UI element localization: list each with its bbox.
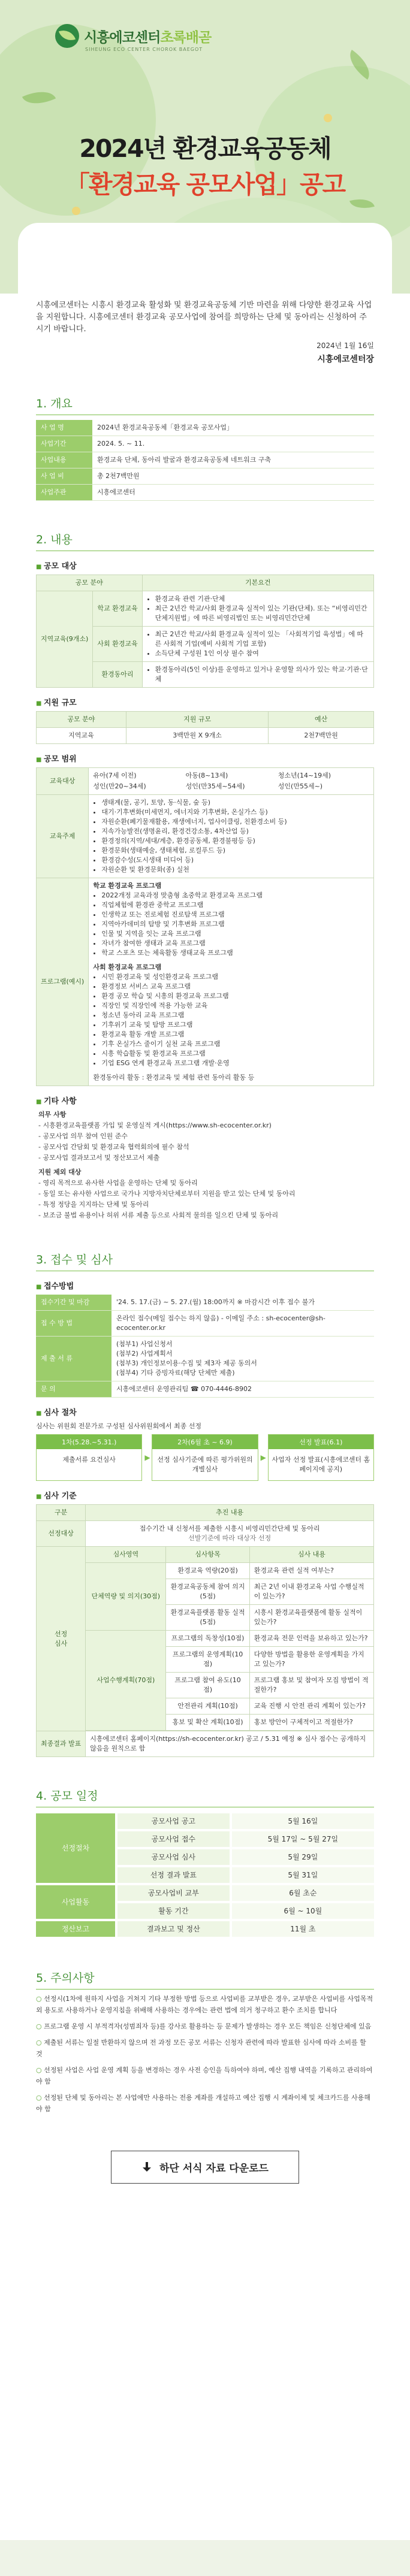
criteria-item: • 환경교육 관련 기관·단체: [155, 594, 369, 604]
logo-name: 시흥에코센터: [84, 29, 161, 46]
apply-value: (첨부1) 사업신청서 (첨부2) 사업계획서 (첨부3) 개인정보이용·수집 및 제3자 제공 동의서 (첨부4) 기타 증빙자료(해당 단체만 제출): [111, 1337, 374, 1381]
announcement-org: 시흥에코센터장: [317, 355, 374, 364]
program-item: • 환경교육 활동 개발 프로그램: [101, 1030, 369, 1039]
section-overview-title: 1. 개요: [36, 395, 374, 415]
criteria-cell: [142, 591, 373, 627]
budget-field: 지역교육: [37, 728, 126, 744]
criteria-final-text: 시흥에코센터 홈페이지(https://sh-ecocenter.or.kr) 공고 / 5.31 예정 ※ 심사 점수는 공개하지 않음을 원칙으로 함: [86, 1731, 374, 1757]
list-item: - 공모사업 의무 참여 인원 준수: [38, 1132, 128, 1140]
program-item: • 기업 ESG 연계 환경교육 프로그램 개발·운영: [101, 1059, 369, 1068]
notice-item: ○ 선정된 단체 및 동아리는 본 사업에만 사용하는 전용 계좌를 개설하고 예산 집행 시 계좌이체 및 체크카드를 사용해야 함: [36, 2092, 374, 2115]
overview-table: [36, 420, 374, 501]
page-subtitle-text: 「환경교육 공모사업」공고: [65, 170, 345, 199]
table-row: [36, 436, 374, 452]
schedule-table: [36, 1813, 374, 1939]
list-item: - 동일 또는 유사한 사업으로 국가나 지방자치단체로부터 지원을 받고 있는 단체 및 동아리: [38, 1190, 296, 1198]
table-row: [37, 1731, 374, 1757]
program-item: • 시민 환경교육 및 성인환경교육 프로그램: [101, 972, 369, 982]
table-row: [36, 468, 374, 485]
step-desc: 제출서류 요건심사: [62, 1456, 116, 1464]
apply-value: 온라인 접수(메일 접수는 하지 않음) - 이메일 주소 : sh-ecocenter@sh-ecocenter.or.kr: [111, 1311, 374, 1337]
schedule-group: 사업활동: [36, 1884, 116, 1920]
section-notice-title: 5. 주의사항: [36, 1969, 374, 1990]
download-area: [36, 2151, 374, 2184]
notice-list: [36, 1993, 374, 2115]
audience-item: 성인(만35세~54세): [185, 782, 245, 790]
criteria-desc: 최근 2년 이내 환경교육 사업 수행실적이 있는가?: [249, 1579, 373, 1605]
schedule-item: 공모사업 심사: [116, 1848, 231, 1866]
schedule-date: 11월 초: [231, 1920, 374, 1938]
criteria-label: 최종결과 발표: [37, 1731, 86, 1757]
list-item: 의무 사항: [38, 1111, 67, 1118]
program-item: • 환경 공모 학습 및 시흥의 환경교육 프로그램: [101, 991, 369, 1001]
criteria-item: 프로그램의 운영계획(10점): [166, 1647, 249, 1673]
criteria-item: • 최근 2년간 학교/사회 환경교육 실적이 있는 기관(단체). 또는 “비영리민간단체지원법」에 따른 비영리법인 또는 비영리민간단체: [155, 604, 369, 623]
review-step: [152, 1434, 258, 1481]
apply-label: 제 출 서 류: [36, 1337, 111, 1381]
announcement-date: 2024년 1월 16일: [316, 341, 374, 350]
other-list: [36, 1109, 374, 1221]
table-row: [36, 1813, 374, 1830]
criteria-area: 단체역량 및 의지(30점): [86, 1563, 166, 1631]
review-subtitle: ■ 심사 절차: [36, 1406, 374, 1417]
apply-value: 시흥에코센터 운영관리팀 ☎ 070-4446-8902: [111, 1381, 374, 1398]
criteria-desc: 시흥시 환경교육플랫폼에 활동 실적이 있는가?: [249, 1605, 373, 1631]
schedule-date: 5월 29일: [231, 1848, 374, 1866]
program-item: • 직장인 및 직장인에 적용 가능한 교육: [101, 1001, 369, 1011]
download-label: 하단 서식 자료 다운로드: [159, 2163, 269, 2175]
type-cell: 학교 환경교육: [93, 591, 142, 627]
section-schedule-title: 4. 공모 일정: [36, 1787, 374, 1807]
apply-value: '24. 5. 17.(금) ~ 5. 27.(월) 18:00까지 ※ 마감시간 이후 접수 불가: [111, 1295, 374, 1311]
criteria-cell: [142, 662, 373, 688]
column-header: 공모 분야: [37, 575, 143, 591]
audience-item: 유아(7세 이전): [93, 772, 137, 779]
schedule-group: 선정절차: [36, 1813, 116, 1884]
criteria-item: • 소득단체 구성원 1인 이상 필수 참여: [155, 649, 369, 658]
list-item: - 영리 목적으로 유사한 사업을 운영하는 단체 및 동아리: [38, 1179, 198, 1187]
audience-item: 아동(8~13세): [185, 772, 228, 779]
list-item: - 보조금 불법 유용이나 허위 서류 제출 등으로 사회적 물의를 일으킨 단체 및 동아리: [38, 1211, 279, 1219]
list-item: 지원 제외 대상: [38, 1168, 82, 1176]
section-content-title: 2. 내용: [36, 531, 374, 551]
table-row: [36, 1295, 374, 1311]
scope-label: 프로그램(예시): [37, 878, 89, 1086]
schedule-item: 결과보고 및 정산: [116, 1920, 231, 1938]
program-item: • 학교 스포츠 또는 체육활동 생태교육 프로그램: [101, 948, 369, 958]
audience-item: 성인(만20~34세): [93, 782, 146, 790]
criteria-select-text: 선발기준에 따라 대상자 선정: [188, 1534, 272, 1542]
budget-table: [36, 711, 374, 744]
theme-item: • 환경감수성(도시생태 미디어 등): [101, 855, 369, 865]
scope-table: [36, 767, 374, 1086]
table-header: [37, 1505, 374, 1521]
table-row: [37, 1547, 374, 1563]
table-row: [37, 878, 374, 1086]
scope-subtitle: ■ 공모 범위: [36, 752, 374, 764]
section-apply-title: 3. 접수 및 심사: [36, 1251, 374, 1271]
target-subtitle: ■ 공모 대상: [36, 560, 374, 571]
program-item: • 인물 및 지역을 잇는 교육 프로그램: [101, 929, 369, 939]
program-item: • 기후위기 교육 및 탐방 프로그램: [101, 1020, 369, 1030]
theme-item: • 대기·기후변화(미세먼지, 에너지와 기후변화, 온실가스 등): [101, 808, 369, 817]
criteria-label: 선정대상: [37, 1521, 86, 1547]
scope-label: 교육주제: [37, 795, 89, 878]
program-item: • 기후 온실가스 줄이기 실천 교육 프로그램: [101, 1039, 369, 1049]
schedule-item: 선정 결과 발표: [116, 1866, 231, 1884]
announcement-body: [0, 294, 410, 2184]
footer-band: [0, 2540, 410, 2576]
criteria-item: • 최근 2년간 학교/사회 환경교육 실적이 있는 「사회적기업 육성법」에 따른 사회적 기업(예비 사회적 기업 포함): [155, 630, 369, 649]
criteria-subtitle: ■ 심사 기준: [36, 1489, 374, 1501]
arrow-right-icon: ▶: [260, 1453, 266, 1462]
criteria-cell: [142, 627, 373, 662]
audience-cell: [89, 768, 374, 795]
table-row: [36, 452, 374, 468]
apply-label: 문 의: [36, 1381, 111, 1398]
overview-label: 사 업 비: [36, 468, 92, 485]
program-item: • 자녀가 참여한 생태과 교육 프로그램: [101, 939, 369, 948]
overview-value: 2024. 5. ~ 11.: [92, 436, 374, 452]
overview-label: 사 업 명: [36, 420, 92, 436]
list-item: - 시흥환경교육플랫폼 가입 및 운영실적 게시(https://www.sh-ecocenter.or.kr): [38, 1121, 272, 1129]
review-steps: [36, 1434, 374, 1481]
target-table: [36, 575, 374, 688]
column-header: 지원 규모: [126, 712, 268, 728]
theme-item: • 생태계(물, 공기, 토양, 동·식물, 숲 등): [101, 798, 369, 808]
table-row: [36, 1381, 374, 1398]
list-item: - 공모사업 결과보고서 및 정산보고서 제출: [38, 1154, 160, 1162]
review-step: [268, 1434, 374, 1481]
brand-logo[interactable]: [55, 24, 212, 52]
schedule-item: 공모사업 공고: [116, 1813, 231, 1830]
program-item: • 시흥 학습활동 및 환경교육 프로그램: [101, 1049, 369, 1059]
criteria-desc: 프로그램 홍보 및 참여자 모집 방법이 적절한가?: [249, 1673, 373, 1698]
column-header: 구분: [37, 1505, 86, 1521]
logo-name-accent: 초록배곧: [160, 29, 212, 46]
criteria-desc: 환경교육 전문 인력을 보유하고 있는가?: [249, 1631, 373, 1647]
table-header: [37, 712, 374, 728]
criteria-item: 환경교육 역량(20점): [166, 1563, 249, 1579]
criteria-label: 선정 심사: [37, 1547, 86, 1731]
program-item: • 지역아카데미의 탐방 및 기후변화 프로그램: [101, 920, 369, 929]
criteria-item: 홍보 및 확산 계획(10점): [166, 1715, 249, 1731]
schedule-date: 5월 31일: [231, 1866, 374, 1884]
apply-table: [36, 1295, 374, 1398]
criteria-item: 프로그램의 독창성(10점): [166, 1631, 249, 1647]
table-row: [37, 768, 374, 795]
column-header: 예산: [269, 712, 374, 728]
criteria-area: 사업수행계획(70점): [86, 1631, 166, 1731]
criteria-desc: 환경교육 관련 실적 여부는?: [249, 1563, 373, 1579]
download-button[interactable]: [111, 2151, 299, 2184]
budget-scale: 3백만원 X 9개소: [126, 728, 268, 744]
intro-text: 시흥에코센터는 시흥시 환경교육 활성화 및 환경교육공동체 기반 마련을 위해 다양한 환경교육 사업을 지원합니다. 시흥에코센터 환경교육 공모사업에 참여를 희망하는 단체 및 동아리는 신청하여 주시기 바랍니다.: [36, 301, 372, 334]
column-header: 기본요건: [142, 575, 373, 591]
audience-item: 성인(만55세~): [278, 782, 323, 790]
table-row: [37, 1631, 374, 1647]
program-group-title: 학교 환경교육 프로그램: [93, 882, 162, 890]
criteria-item: 환경교육플랫폼 활동 실적(5점): [166, 1605, 249, 1631]
logo-english-name: SIHEUNG ECO CENTER CHOROK BAEGOT: [85, 47, 203, 52]
notice-item: ○ 선정시(1차에 원하지 사업을 거쳐지 기타 부정한 방법 등으로 사업비를 교부받은 경우, 교부받은 사업비를 사업목적 외 용도로 사용하거나 운영지침을 위배해 사용하는 경우에는 관련 법에 의거 청구하고 환수 조치를 합니다: [36, 1993, 374, 2016]
table-row: [37, 591, 374, 627]
overview-value: 시흥에코센터: [92, 485, 374, 501]
hero-banner: [0, 0, 410, 312]
criteria-item: 환경교육공동체 참여 의지(5점): [166, 1579, 249, 1605]
logo-icon: [55, 24, 79, 48]
list-item: - 공모사업 간담회 및 환경교육 협력회의에 필수 참석: [38, 1143, 189, 1151]
criteria-desc: 다양한 방법을 활용한 운영계획을 가지고 있는가?: [249, 1647, 373, 1673]
schedule-item: 공모사업 접수: [116, 1830, 231, 1848]
step-stage: 1차(5.28.~5.31.): [37, 1435, 141, 1449]
criteria-select-text: 접수기간 내 신청서를 제출한 시흥시 비영리민간단체 및 동아리: [139, 1525, 320, 1532]
column-header: 심사 내용: [249, 1547, 373, 1563]
other-subtitle: ■ 기타 사항: [36, 1095, 374, 1106]
schedule-item: 활동 기간: [116, 1902, 231, 1920]
theme-item: • 자원순환(폐기물재활용, 재생에너지, 업사이클링, 친환경소비 등): [101, 817, 369, 827]
column-header: 공모 분야: [37, 712, 126, 728]
sparkle-icon: [72, 207, 80, 215]
overview-label: 사업기간: [36, 436, 92, 452]
themes-cell: [89, 795, 374, 878]
criteria-select-cell: [86, 1521, 374, 1547]
table-row: [36, 485, 374, 501]
step-stage: 2차(6월 초 ~ 6.9): [152, 1435, 257, 1449]
scope-label: 교육대상: [37, 768, 89, 795]
notice-item: ○ 제출된 서류는 일절 반환하지 않으며 전 과정 모든 공모 서류는 신청자 관련에 따라 발표한 심사에 따라 소비를 할 것: [36, 2037, 374, 2060]
apply-label: 접 수 방 법: [36, 1311, 111, 1337]
table-row: [36, 420, 374, 436]
step-desc: 사업자 선정 발표(시흥에코센터 홈페이지에 공지): [272, 1456, 370, 1473]
criteria-item: 프로그램 참여 유도(10점): [166, 1673, 249, 1698]
download-icon: [141, 2162, 152, 2173]
schedule-date: 5월 16일: [231, 1813, 374, 1830]
schedule-date: 6월 초순: [231, 1884, 374, 1902]
theme-item: • 환경정의(지역/세대/계층, 환경공동체, 환경불평등 등): [101, 836, 369, 846]
table-row: [36, 1920, 374, 1938]
criteria-item: • 환경동아리(5인 이상)를 운영하고 있거나 운영할 의사가 있는 학교·기관·단체: [155, 665, 369, 684]
type-cell: 환경동아리: [93, 662, 142, 688]
theme-item: • 환경문화(생태예술, 생태체험, 로컬푸드 등): [101, 846, 369, 855]
review-step: [36, 1434, 142, 1481]
budget-subtitle: ■ 지원 규모: [36, 696, 374, 708]
schedule-date: 5월 17일 ~ 5월 27일: [231, 1830, 374, 1848]
page-subtitle: [0, 165, 410, 200]
program-group-title: 사회 환경교육 프로그램: [93, 963, 162, 971]
column-header: 추진 내용: [86, 1505, 374, 1521]
logo-text: [84, 26, 211, 46]
notice-item: ○ 선정된 사업은 사업 운영 계획 등을 변경하는 경우 사전 승인을 득하여야 하며, 예산 집행 내역을 기록하고 관리하여야 함: [36, 2064, 374, 2087]
budget-amount: 2천7백만원: [269, 728, 374, 744]
review-note: 심사는 위원회 전문가로 구성된 심사위원회에서 최종 선정: [36, 1422, 202, 1430]
step-stage: 선정 발표(6.1): [269, 1435, 373, 1449]
apply-label: 접수기간 및 마감: [36, 1295, 111, 1311]
apply-subtitle: ■ 접수방법: [36, 1280, 374, 1291]
schedule-group: 정산보고: [36, 1920, 116, 1938]
schedule-item: 공모사업비 교부: [116, 1884, 231, 1902]
programs-cell: [89, 878, 374, 1086]
overview-value: 2024년 환경교육공동체「환경교육 공모사업」: [92, 420, 374, 436]
theme-item: • 지속가능발전(생명윤리, 환경건강소통, 4차산업 등): [101, 827, 369, 836]
program-item: • 2022개정 교육과정 맞춤형 초중학교 환경교육 프로그램: [101, 891, 369, 900]
step-desc: 선정 심사기준에 따른 평가위원의 개별심사: [157, 1456, 253, 1473]
overview-label: 사업주관: [36, 485, 92, 501]
criteria-table: [36, 1504, 374, 1757]
type-cell: 사회 환경교육: [93, 627, 142, 662]
overview-value: 총 2천7백만원: [92, 468, 374, 485]
criteria-desc: 홍보 방안이 구체적이고 적절한가?: [249, 1715, 373, 1731]
program-item: • 인생학교 또는 진로체험 진로탐색 프로그램: [101, 910, 369, 920]
program-club-note: 환경동아리 활동 : 환경교육 및 체험 관련 동아리 활동 등: [93, 1074, 255, 1081]
overview-value: 환경교육 단체, 동아리 발굴과 환경교육공동체 네트워크 구축: [92, 452, 374, 468]
table-row: [36, 1337, 374, 1381]
audience-item: 청소년(14~19세): [278, 772, 331, 779]
table-row: [36, 1884, 374, 1902]
table-row: [37, 1563, 374, 1579]
column-header: 심사항목: [166, 1547, 249, 1563]
column-header: 심사영역: [86, 1547, 166, 1563]
notice-item: ○ 프로그램 운영 시 부적격자(성범죄자 등)를 강사로 활용하는 등 문제가 발생하는 경우 모든 책임은 신청단체에 있음: [36, 2021, 374, 2032]
page-title: 2024년 환경교육공동체: [79, 134, 331, 163]
list-item: - 특정 정당을 지지하는 단체 및 동아리: [38, 1201, 149, 1208]
program-item: • 청소년 동아리 교육 프로그램: [101, 1011, 369, 1020]
table-row: [36, 1311, 374, 1337]
table-row: [37, 728, 374, 744]
table-header: [37, 575, 374, 591]
program-item: • 직업체험에 환경관 중학교 프로그램: [101, 900, 369, 910]
criteria-item: 안전관리 계획(10점): [166, 1698, 249, 1715]
overview-label: 사업내용: [36, 452, 92, 468]
program-item: • 환경정보 서비스 교육 프로그램: [101, 982, 369, 991]
sparkle-icon: [324, 114, 332, 122]
schedule-date: 6월 ~ 10월: [231, 1902, 374, 1920]
theme-item: • 자원순환 및 환경문화(종) 실천: [101, 865, 369, 875]
table-row: [37, 1521, 374, 1547]
field-cell: 지역교육(9개소): [37, 591, 93, 688]
table-row: [37, 795, 374, 878]
arrow-right-icon: ▶: [144, 1453, 150, 1462]
criteria-desc: 교육 진행 시 안전 관리 계획이 있는가?: [249, 1698, 373, 1715]
